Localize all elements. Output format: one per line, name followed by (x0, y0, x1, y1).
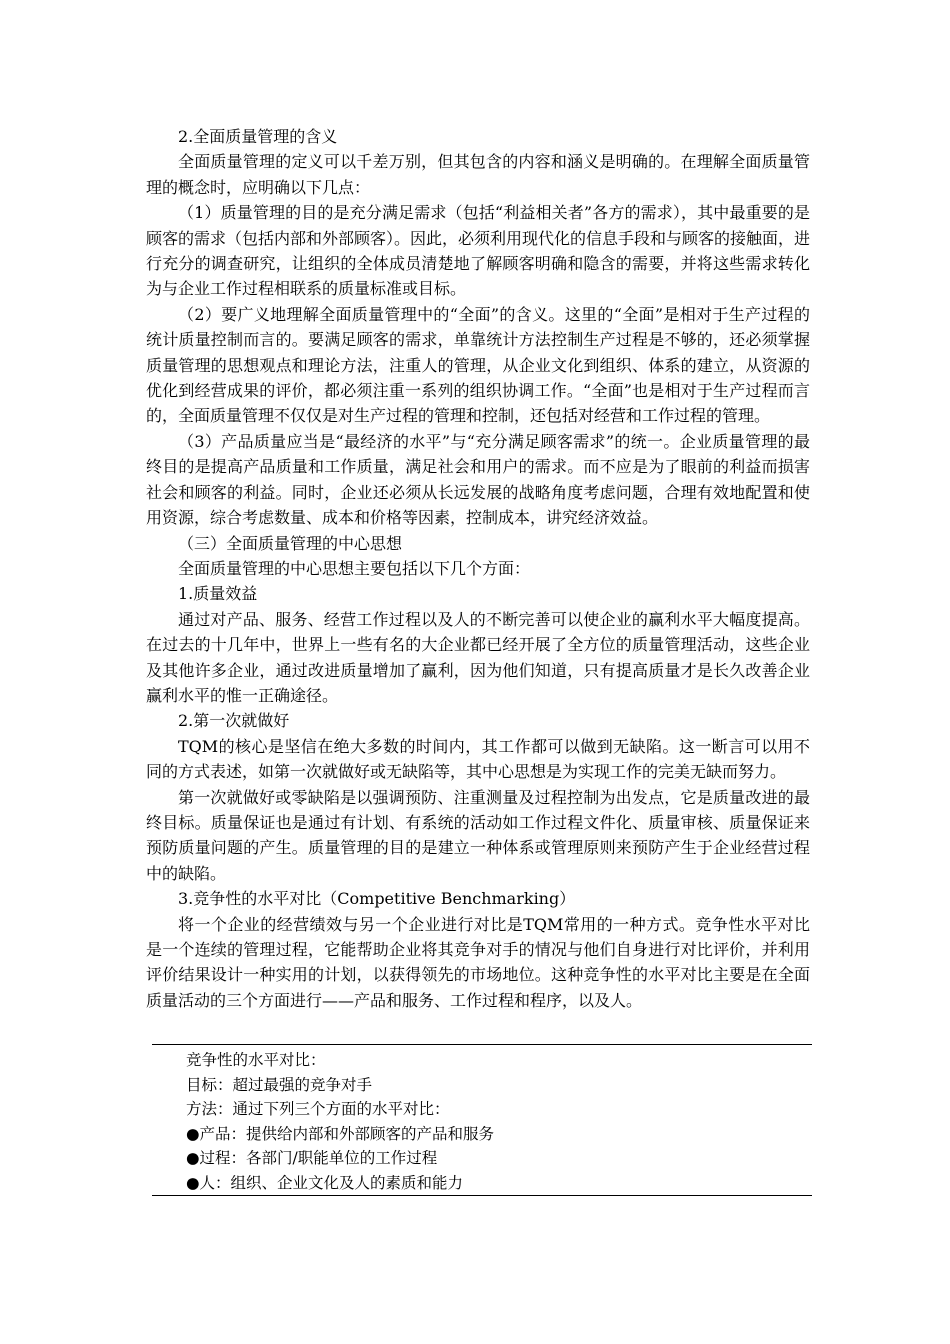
box-method: 方法：通过下列三个方面的水平对比： (186, 1100, 450, 1118)
paragraph-point-2: （2）要广义地理解全面质量管理中的“全面”的含义。这里的“全面”是相对于生产过程的统计质量控制而言的。要满足顾客的需求，单靠统计方法控制生产过程是不够的，还必须掌握质量管理的思想观点和理论方法，注重人的管理，从企业文化到组织、体系的建立，从资源的优化到经营成果的评价，都必须注重一系列的组织协调工作。“全面”也是相对于生产过程而言的，全面质量管理不仅仅是对生产过程的管理和控制，还包括对经营和工作过程的管理。 (146, 304, 810, 426)
paragraph-quality-benefit: 通过对产品、服务、经营工作过程以及人的不断完善可以使企业的赢利水平大幅度提高。在过去的十几年中，世界上一些有名的大企业都已经开展了全方位的质量管理活动，这些企业及其他许多企业，通过改进质量增加了赢利，因为他们知道，只有提高质量才是长久改善企业赢利水平的惟一正确途径。 (146, 609, 810, 705)
box-item-people: ●人：组织、企业文化及人的素质和能力 (186, 1173, 464, 1192)
paragraph-first-time-1: TQM的核心是坚信在绝大多数的时间内，其工作都可以做到无缺陷。这一断言可以用不同的方式表述，如第一次就做好或无缺陷等，其中心思想是为实现工作的完美无缺而努力。 (146, 736, 810, 782)
section-heading-central-idea: （三）全面质量管理的中心思想 (178, 533, 403, 553)
paragraph-point-3: （3）产品质量应当是“最经济的水平”与“充分满足顾客需求”的统一。企业质量管理的最终目的是提高产品质量和工作质量，满足社会和用户的需求。而不应是为了眼前的利益而损害社会和顾客的利益。同时，企业还必须从长远发展的战略角度考虑问题，合理有效地配置和使用资源，综合考虑数量、成本和价格等因素，控制成本，讲究经济效益。 (146, 431, 810, 528)
paragraph-first-time-2: 第一次就做好或零缺陷是以强调预防、注重测量及过程控制为出发点，它是质量改进的最终目标。质量保证也是通过有计划、有系统的活动如工作过程文件化、质量审核、质量保证来预防质量问题的产生。质量管理的目的是建立一种体系或管理原则来预防产生于企业经营过程中的缺陷。 (146, 787, 810, 883)
paragraph-definition: 全面质量管理的定义可以千差万别，但其包含的内容和涵义是明确的。在理解全面质量管理的概念时，应明确以下几点： (146, 152, 810, 197)
section-heading-meaning: 2.全面质量管理的含义 (178, 127, 338, 146)
box-item-process: ●过程：各部门/职能单位的工作过程 (186, 1149, 438, 1167)
box-item-product: ●产品：提供给内部和外部顾客的产品和服务 (186, 1124, 495, 1143)
benchmark-summary-box (152, 1044, 812, 1196)
paragraph-benchmarking: 将一个企业的经营绩效与另一个企业进行对比是TQM常用的一种方式。竞争性水平对比是一个连续的管理过程，它能帮助企业将其竞争对手的情况与他们自身进行对比评价，并利用评价结果设计一种实用的计划，以获得领先的市场地位。这种竞争性的水平对比主要是在全面质量活动的三个方面进行——产品和服务、工作过程和程序，以及人。 (146, 914, 810, 1010)
subheading-first-time-right: 2.第一次就做好 (178, 711, 290, 731)
subheading-benchmarking: 3.竞争性的水平对比（Competitive Benchmarking） (178, 889, 576, 909)
subheading-quality-benefit: 1.质量效益 (178, 584, 258, 604)
document-body (146, 124, 810, 1013)
box-title: 竞争性的水平对比： (186, 1051, 326, 1069)
box-goal: 目标：超过最强的竞争对手 (186, 1075, 373, 1094)
paragraph-central-intro: 全面质量管理的中心思想主要包括以下几个方面： (178, 558, 531, 578)
paragraph-point-1: （1）质量管理的目的是充分满足需求（包括“利益相关者”各方的需求），其中最重要的是顾客的需求（包括内部和外部顾客）。因此，必须利用现代化的信息手段和与顾客的接触面，进行充分的调查研究，让组织的全体成员清楚地了解顾客明确和隐含的需要，并将这些需求转化为与企业工作过程相联系的质量标准或目标。 (146, 203, 811, 299)
